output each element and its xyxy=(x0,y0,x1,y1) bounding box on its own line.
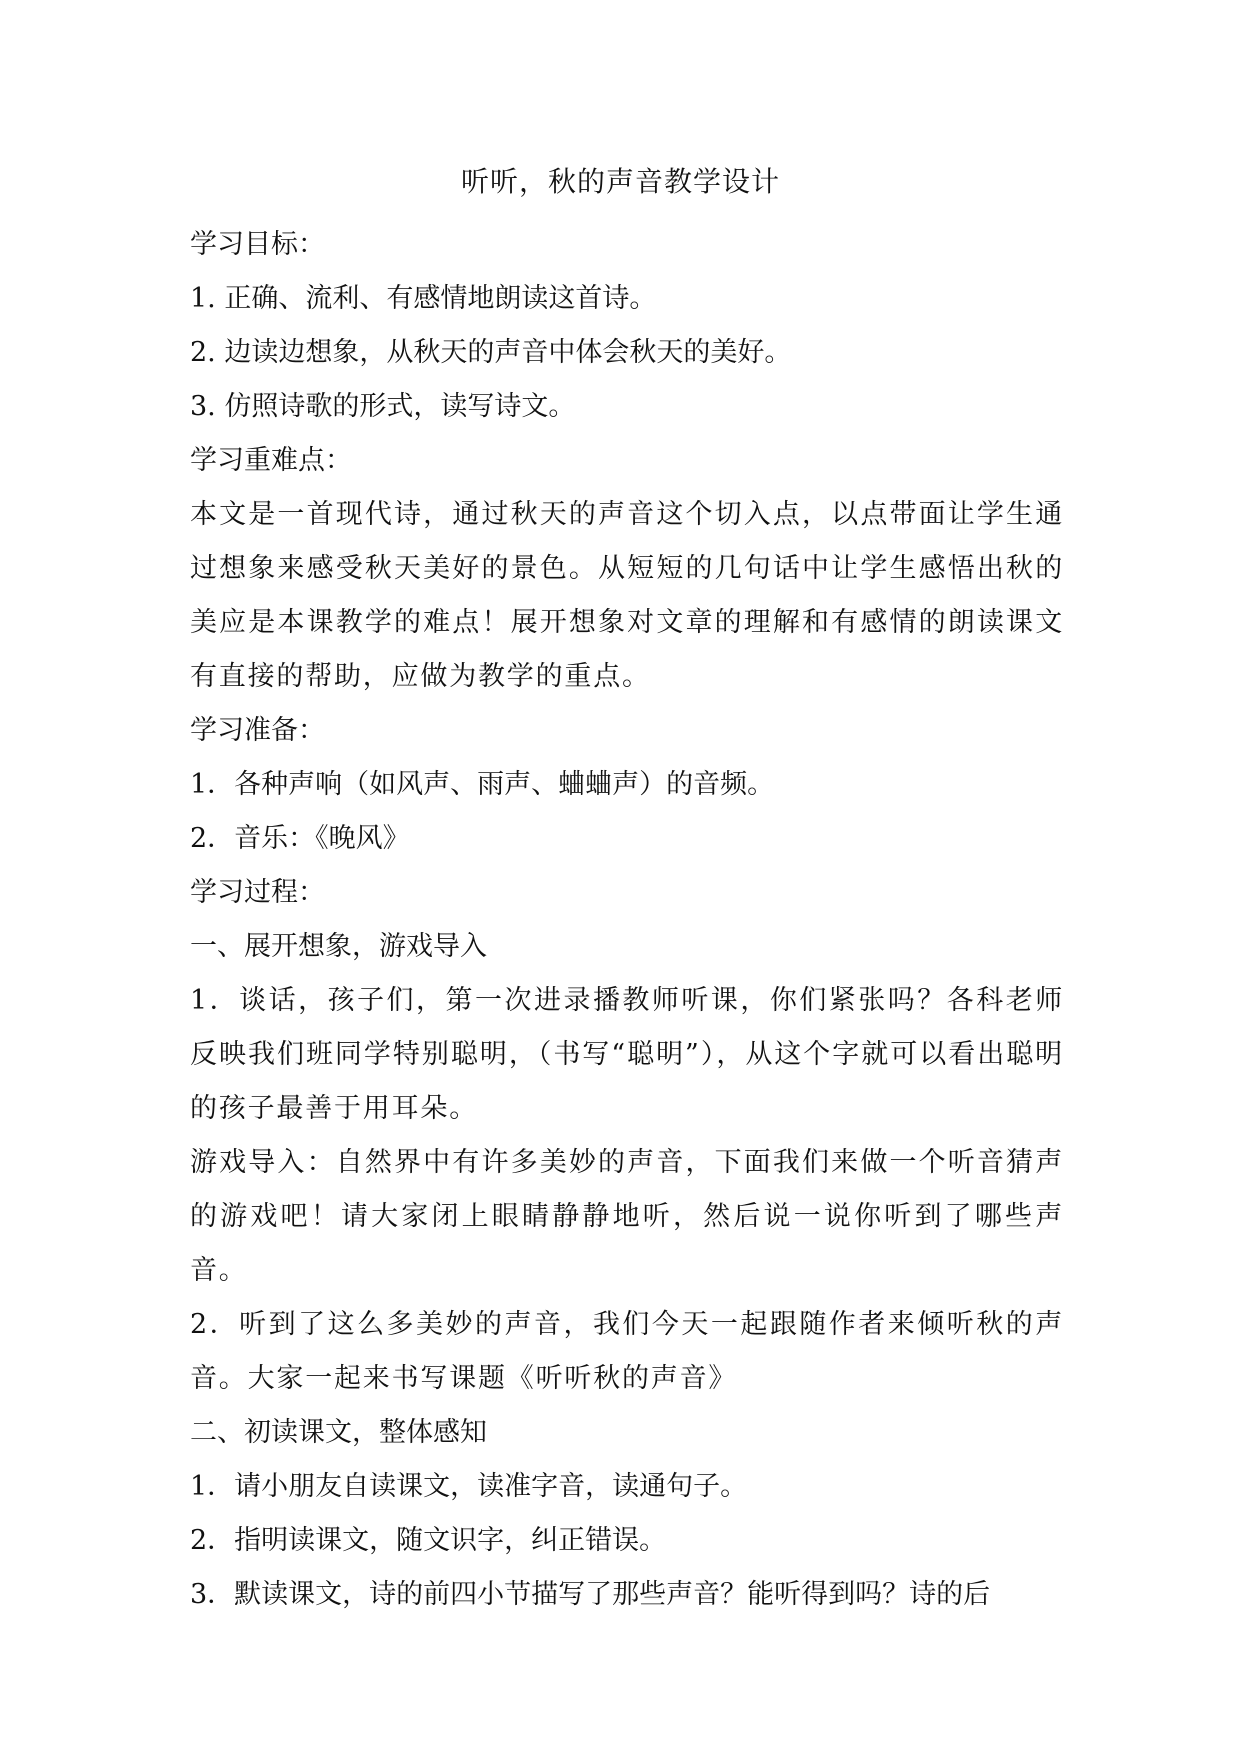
paragraph-difficulties: 本文是一首现代诗，通过秋天的声音这个切入点，以点带面让学生通过想象来感受秋天美好的景色。从短短的几句话中让学生感悟出秋的美应是本课教学的难点！展开想象对文章的理解和有感情的朗读课文有直接的帮助，应做为教学的重点。 xyxy=(190,499,1064,692)
heading-preparation: 学习准备： xyxy=(190,715,325,746)
paragraph-heard: 2．听到了这么多美妙的声音，我们今天一起跟随作者来倾听秋的声音。大家一起来书写课题《听听秋的声音》 xyxy=(190,1309,1064,1394)
goal-item-1: 1. 正确、流利、有感情地朗读这首诗。 xyxy=(190,283,657,314)
heading-process: 学习过程： xyxy=(190,877,325,908)
goal-item-3: 3. 仿照诗歌的形式，读写诗文。 xyxy=(190,391,576,422)
paragraph-game: 游戏导入：自然界中有许多美妙的声音，下面我们来做一个听音猜声的游戏吧！请大家闭上眼睛静静地听，然后说一说你听到了哪些声音。 xyxy=(190,1147,1064,1286)
section-heading-2: 二、初读课文，整体感知 xyxy=(190,1417,487,1448)
prep-item-1: 1．各种声响（如风声、雨声、蛐蛐声）的音频。 xyxy=(190,769,775,800)
heading-learning-goals: 学习目标： xyxy=(190,229,325,260)
prep-item-2: 2．音乐：《晚风》 xyxy=(190,823,410,854)
step-item-1: 1．请小朋友自读课文，读准字音，读通句子。 xyxy=(190,1471,748,1502)
paragraph-talk: 1．谈话，孩子们，第一次进录播教师听课，你们紧张吗？各科老师反映我们班同学特别聪明，（书写“聪明”），从这个字就可以看出聪明的孩子最善于用耳朵。 xyxy=(190,985,1064,1124)
document-title: 听听，秋的声音教学设计 xyxy=(460,165,780,198)
heading-key-difficulties: 学习重难点： xyxy=(190,445,352,476)
step-item-3: 3．默读课文，诗的前四小节描写了那些声音？能听得到吗？诗的后 xyxy=(190,1579,991,1610)
step-item-2: 2．指明读课文，随文识字，纠正错误。 xyxy=(190,1525,667,1556)
section-heading-1: 一、展开想象，游戏导入 xyxy=(190,931,487,962)
goal-item-2: 2. 边读边想象，从秋天的声音中体会秋天的美好。 xyxy=(190,337,792,368)
document-body xyxy=(190,218,1064,1622)
